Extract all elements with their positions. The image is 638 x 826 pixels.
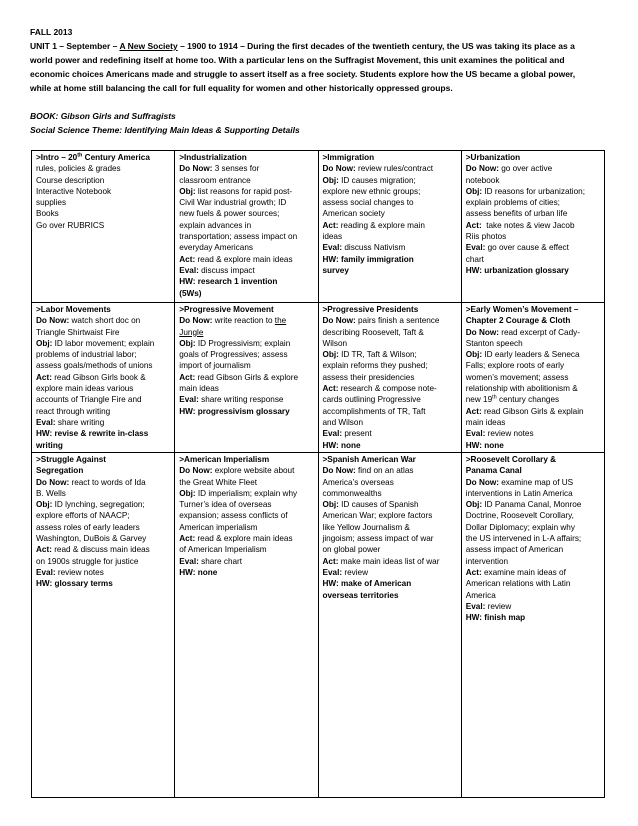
lesson-cell-struggle-against-segregation: >Struggle Against Segregation Do Now: react to words of Ida B. Wells Obj: ID lynching, segregation; explore efforts of NAACP; assess roles of early leaders Washington, DuBois & Garvey Act: read & discuss main ideas on 1900s struggle for justice Eval: review notes HW: glossary terms xyxy=(32,453,175,798)
lesson-title: >Labor Movements xyxy=(36,305,111,314)
lesson-title: >Progressive Presidents xyxy=(322,305,419,314)
lesson-cell-labor-movements: >Labor Movements Do Now: watch short doc on Triangle Shirtwaist Fire Obj: ID labor movement; explain problems of industrial labor; assess goals/methods of unions Act: read Gibson Girls book & explore main ideas various accounts of Triangle Fire and react through writing Eval: share writing HW: revise & rewrite in-class writing xyxy=(32,303,175,453)
lesson-cell-american-imperialism: >American Imperialism Do Now: explore website about the Great White Fleet Obj: ID imperialism; explain why Turner’s idea of overseas expansion; assess conflicts of American imperialism Act: read & explore main ideas of American Imperialism Eval: share chart HW: none xyxy=(175,453,318,798)
lesson-cell-intro: >Intro – 20th Century America rules, policies & grades Course description Interactive Notebook supplies Books Go over RUBRICS xyxy=(32,151,175,303)
lesson-title: >Early Women’s Movement – xyxy=(465,305,579,314)
lesson-cell-urbanization: >Urbanization Do Now: go over active notebook Obj: ID reasons for urbanization; explain problems of cities; assess benefits of urban life Act: take notes & view Jacob Riis photos Eval: go over cause & effect chart HW: urbanization glossary xyxy=(461,151,604,303)
lesson-cell-roosevelt-corollary: >Roosevelt Corollary & Panama Canal Do Now: examine map of US interventions in Latin America Obj: ID Panama Canal, Monroe Doctrine, Roosevelt Corollary, Dollar Diplomacy; explain why the US intervened in L-A affairs; assess impact of American intervention Act: examine main ideas of American relations with Latin America Eval: review HW: finish map xyxy=(461,453,604,798)
book-info xyxy=(30,109,610,137)
lesson-cell-progressive-presidents: >Progressive Presidents Do Now: pairs finish a sentence describing Roosevelt, Taft & Wilson Obj: ID TR, Taft & Wilson; explain reforms they pushed; assess their presidencies Act: research & compose note- cards outlining Progressive accomplishments of TR, Taft and Wilson Eval: present HW: none xyxy=(318,303,461,453)
lesson-title: >Roosevelt Corollary & xyxy=(465,455,557,464)
lesson-title: >Struggle Against xyxy=(36,455,106,464)
lesson-title: >Progressive Movement xyxy=(179,305,274,314)
term-label: FALL 2013 xyxy=(30,27,73,37)
book-line: BOOK: Gibson Girls and Suffragists xyxy=(30,111,176,121)
table-row xyxy=(32,151,605,303)
lesson-cell-early-womens-movement: >Early Women’s Movement – Chapter 2 Courage & Cloth Do Now: read excerpt of Cady- Stanton speech Obj: ID early leaders & Seneca Falls; explore roots of early women’s movement; assess relationship with abolitionism & new 19th century changes Act: read Gibson Girls & explain main ideas Eval: review notes HW: none xyxy=(461,303,604,453)
unit-line-3: economic choices Americans made and struggle to assert itself as a free society. Students explore how the US became a global power, xyxy=(30,69,576,79)
lesson-cell-progressive-movement: >Progressive Movement Do Now: write reaction to the Jungle Obj: ID Progressivism; explain goals of Progressives; assess import of journalism Act: read Gibson Girls & explore main ideas Eval: share writing response HW: progressivism glossary xyxy=(175,303,318,453)
lesson-cell-spanish-american-war: >Spanish American War Do Now: find on an atlas America’s overseas commonwealths Obj: ID causes of Spanish American War; explore factors like Yellow Journalism & jingoism; assess impact of war on global power Act: make main ideas list of war Eval: review HW: make of American overseas territories xyxy=(318,453,461,798)
lesson-title: >American Imperialism xyxy=(179,455,270,464)
table-row xyxy=(32,303,605,453)
lesson-cell-immigration: >Immigration Do Now: review rules/contract Obj: ID causes migration; explore new ethnic groups; assess social changes to American society Act: reading & explore main ideas Eval: discuss Nativism HW: family immigration survey xyxy=(318,151,461,303)
unit-line-2: world power and redefining itself at home too. With a particular lens on the Suffragist Movement, this unit examines the political and xyxy=(30,55,565,65)
lesson-cell-industrialization: >Industrialization Do Now: 3 senses for classroom entrance Obj: list reasons for rapid post- Civil War industrial growth; ID new fuels & power sources; explain advances in transportation; assess impact on everyday Americans Act: read & explore main ideas Eval: discuss impact HW: research 1 invention (5Ws) xyxy=(175,151,318,303)
table-row xyxy=(32,453,605,798)
unit-line-1: UNIT 1 – September – A New Society – 1900 to 1914 – During the first decades of the twentieth century, the US was taking its place as a xyxy=(30,41,575,51)
theme-line: Social Science Theme: Identifying Main Ideas & Supporting Details xyxy=(30,125,300,135)
lesson-title: >Intro – 20th Century America xyxy=(36,152,150,162)
lesson-schedule-table xyxy=(31,150,605,798)
lesson-title: >Urbanization xyxy=(465,153,521,162)
lesson-title: >Immigration xyxy=(322,153,375,162)
unit-line-4: while at home still balancing the call for full equality for women and other historically oppressed groups. xyxy=(30,83,453,93)
lesson-title: >Spanish American War xyxy=(322,455,416,464)
unit-header xyxy=(30,25,610,95)
lesson-title: >Industrialization xyxy=(179,153,247,162)
unit-title: A New Society xyxy=(119,41,178,51)
